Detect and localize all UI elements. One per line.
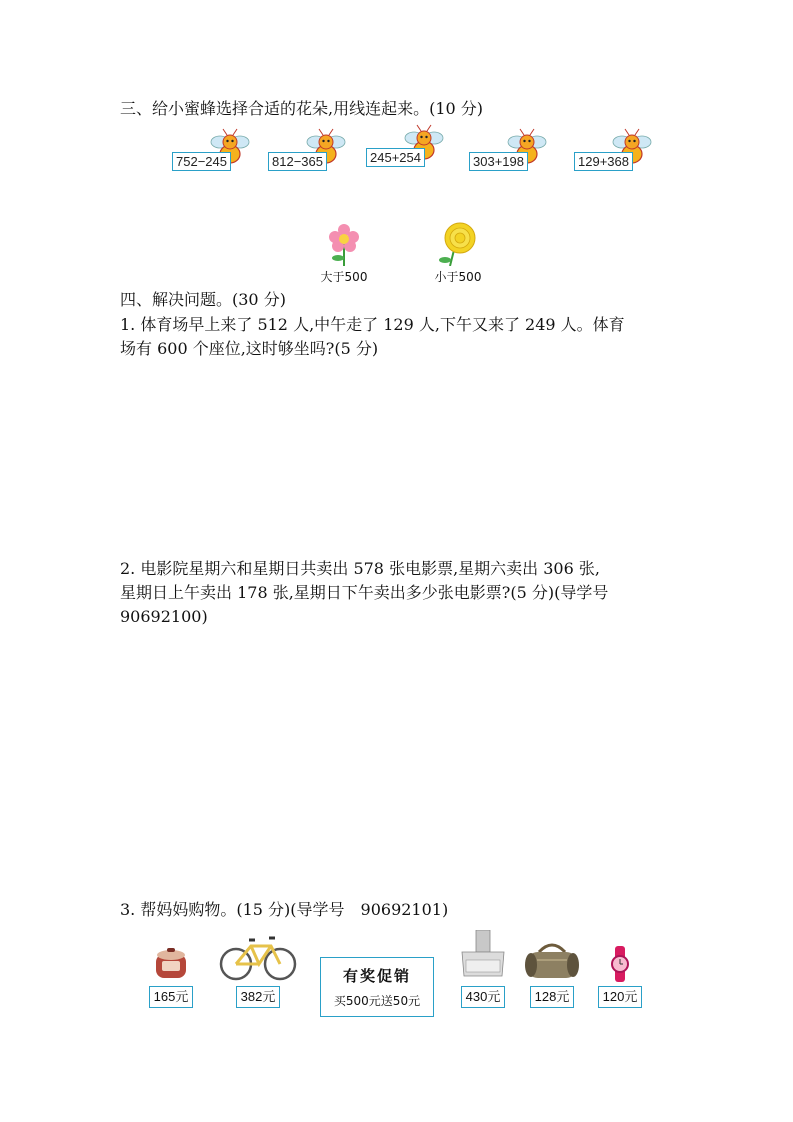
- wristwatch-icon: [608, 946, 632, 982]
- question-3: 3. 帮妈妈购物。(15 分)(导学号 90692101): [120, 900, 449, 919]
- flower-label: 小于500: [434, 270, 482, 284]
- bee-expression: 129+368: [574, 152, 633, 171]
- section4-title: 四、解决问题。(30 分): [120, 290, 286, 309]
- bee-card-2[interactable]: [268, 128, 348, 176]
- price-tag: 430元: [461, 986, 506, 1008]
- question-2-line-3: 90692100): [120, 607, 208, 626]
- promotion-box: [320, 957, 434, 1017]
- item-wristwatch[interactable]: [596, 946, 644, 1008]
- flower-label: 大于500: [320, 270, 368, 284]
- question-1-line-2: 场有 600 个座位,这时够坐吗?(5 分): [120, 339, 379, 358]
- item-rice-cooker[interactable]: [146, 946, 196, 1008]
- rice-cooker-icon: [152, 946, 190, 982]
- pink-flower-icon: [326, 222, 362, 266]
- chrysanthemum-icon: [436, 220, 480, 266]
- flower-yellow[interactable]: [423, 220, 493, 285]
- bee-card-3[interactable]: [366, 124, 446, 172]
- bee-expression: 752−245: [172, 152, 231, 171]
- question-2-line-2: 星期日上午卖出 178 张,星期日下午卖出多少张电影票?(5 分)(导学号: [120, 583, 609, 602]
- bee-expression: 303+198: [469, 152, 528, 171]
- bee-expression: 812−365: [268, 152, 327, 171]
- item-bicycle[interactable]: [218, 932, 298, 1008]
- bicycle-icon: [219, 932, 297, 982]
- bee-card-4[interactable]: [469, 128, 549, 176]
- question-2-line-1: 2. 电影院星期六和星期日共卖出 578 张电影票,星期六卖出 306 张,: [120, 559, 600, 578]
- bee-card-1[interactable]: [172, 128, 252, 176]
- item-range-hood[interactable]: [456, 930, 510, 1008]
- section3-title: 三、给小蜜蜂选择合适的花朵,用线连起来。(10 分): [120, 99, 484, 118]
- promotion-title: 有奖促销: [342, 967, 411, 985]
- bee-expression: 245+254: [366, 148, 425, 167]
- item-travel-bag[interactable]: [522, 938, 582, 1008]
- price-tag: 165元: [149, 986, 194, 1008]
- price-tag: 382元: [236, 986, 281, 1008]
- range-hood-icon: [458, 930, 508, 982]
- travel-bag-icon: [523, 938, 581, 982]
- flower-pink[interactable]: [309, 222, 379, 285]
- price-tag: 128元: [530, 986, 575, 1008]
- question-1-line-1: 1. 体育场早上来了 512 人,中午走了 129 人,下午又来了 249 人。体育: [120, 315, 625, 334]
- price-tag: 120元: [598, 986, 643, 1008]
- bee-card-5[interactable]: [574, 128, 654, 176]
- promotion-text: 买500元送50元: [333, 994, 421, 1008]
